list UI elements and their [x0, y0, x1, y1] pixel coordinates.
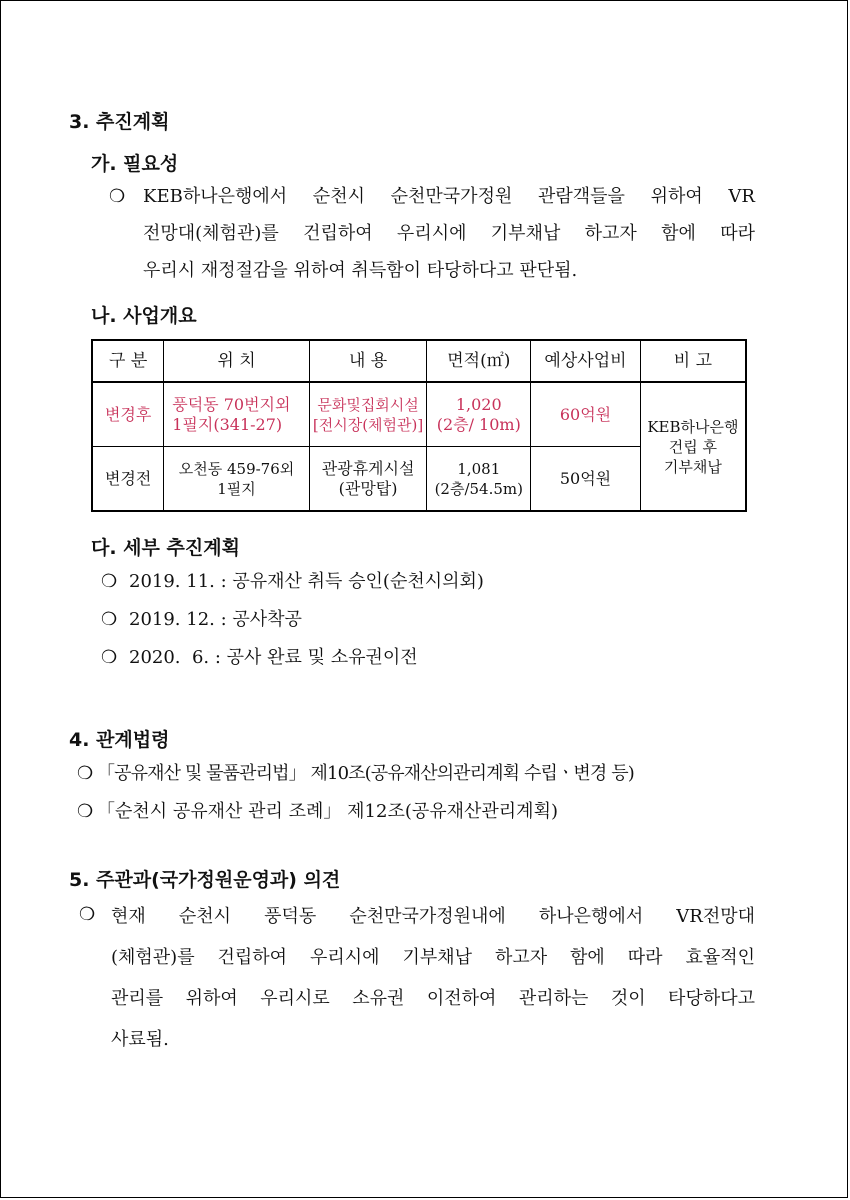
- overview-title: 나. 사업개요: [91, 305, 197, 327]
- after-label: 변경후: [92, 382, 164, 447]
- law-item-2: ❍ 「순천시 공유재산 관리 조례」 제12조(공유재산관리계획): [77, 801, 558, 822]
- detail-item-2: ❍ 2019. 12. : 공사착공: [101, 609, 302, 630]
- detail-item-1: ❍ 2019. 11. : 공유재산 취득 승인(순천시의회): [101, 571, 484, 592]
- before-cost: 50억원: [531, 447, 641, 512]
- header-note: 비 고: [640, 340, 746, 382]
- necessity-line-3: 우리시 재정절감을 위하여 취득함이 타당하다고 판단됨.: [143, 260, 578, 281]
- before-location: 오천동 459-76외 1필지: [164, 447, 310, 512]
- detail-item-3: ❍ 2020. 6. : 공사 완료 및 소유권이전: [101, 647, 418, 668]
- necessity-line-1: KEB하나은행에서 순천시 순천만국가정원 관람객들을 위하여 VR: [143, 186, 755, 207]
- after-cost: 60억원: [531, 382, 641, 447]
- after-content: 문화및집회시설 [전시장(체험관)]: [309, 382, 427, 447]
- necessity-title: 가. 필요성: [91, 153, 179, 175]
- section4-title: 4. 관계법령: [69, 729, 170, 751]
- opinion-line-4: 사료됨.: [111, 1029, 169, 1050]
- overview-table: [91, 339, 747, 512]
- opinion-bullet: ❍: [79, 904, 96, 925]
- section3-title: 3. 추진계획: [69, 111, 170, 133]
- section5-title: 5. 주관과(국가정원운영과) 의견: [69, 869, 341, 891]
- law-item-1: ❍ 「공유재산 및 물품관리법」 제10조(공유재산의관리계획 수립ㆍ변경 등): [77, 763, 634, 784]
- table-header-row: [92, 340, 746, 382]
- header-area: 면적(㎡): [427, 340, 531, 382]
- opinion-paragraph: [111, 896, 755, 1060]
- header-content: 내 용: [309, 340, 427, 382]
- after-area: 1,020 (2층/ 10m): [427, 382, 531, 447]
- before-area: 1,081 (2층/54.5m): [427, 447, 531, 512]
- header-location: 위 치: [164, 340, 310, 382]
- opinion-line-1: 현재 순천시 풍덕동 순천만국가정원내에 하나은행에서 VR전망대: [111, 906, 755, 927]
- opinion-line-3: 관리를 위하여 우리시로 소유권 이전하여 관리하는 것이 타당하다고: [111, 988, 755, 1009]
- before-content: 관광휴게시설 (관망탑): [309, 447, 427, 512]
- table-row-after: [92, 382, 746, 447]
- detail-title: 다. 세부 추진계획: [91, 537, 240, 559]
- necessity-bullet: ❍: [109, 186, 126, 207]
- header-cost: 예상사업비: [531, 340, 641, 382]
- necessity-line-2: 전망대(체험관)를 건립하여 우리시에 기부채납 하고자 함에 따라: [143, 223, 755, 244]
- note-cell: KEB하나은행 건립 후 기부채납: [640, 382, 746, 511]
- before-label: 변경전: [92, 447, 164, 512]
- after-location: 풍덕동 70번지외 1필지(341-27): [164, 382, 310, 447]
- header-category: 구 분: [92, 340, 164, 382]
- necessity-paragraph: [143, 178, 755, 289]
- opinion-line-2: (체험관)를 건립하여 우리시에 기부채납 하고자 함에 따라 효율적인: [111, 947, 755, 968]
